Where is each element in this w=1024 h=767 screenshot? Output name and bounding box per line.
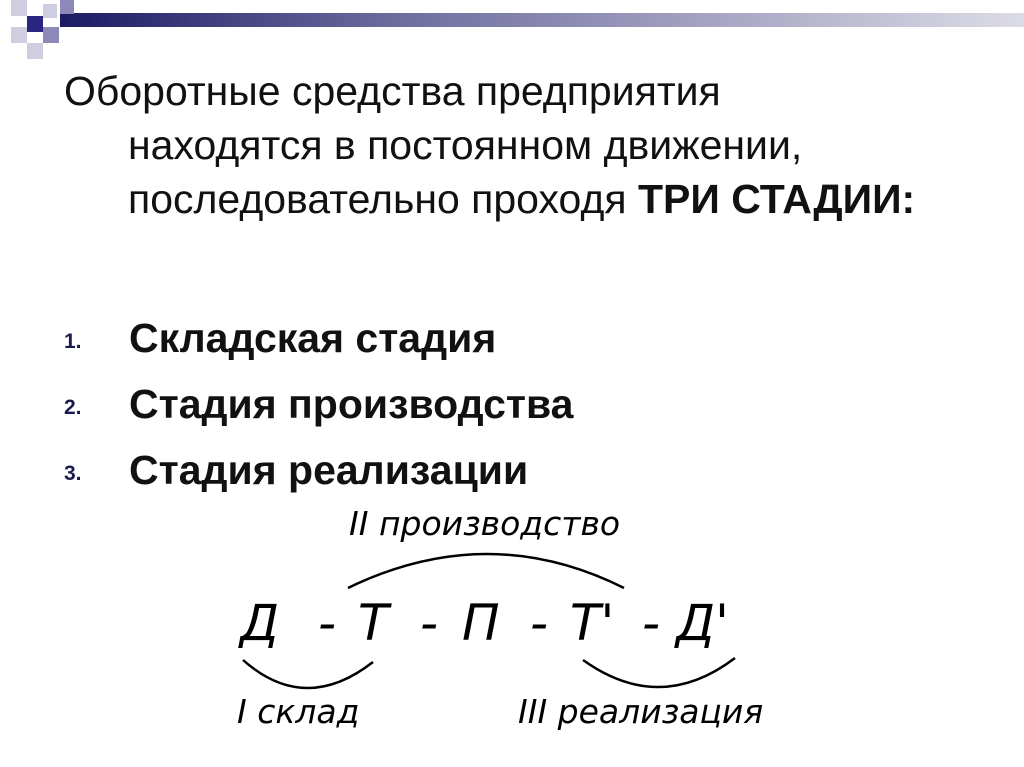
deco-square bbox=[27, 16, 43, 32]
scheme-right-label: III реализация bbox=[518, 692, 764, 731]
production-arc bbox=[348, 554, 624, 588]
list-number: 2. bbox=[64, 396, 82, 419]
header-decoration bbox=[0, 0, 1024, 60]
list-item-label: Складская стадия bbox=[129, 315, 497, 361]
deco-square bbox=[27, 43, 43, 59]
formula-dash: - bbox=[530, 594, 549, 652]
deco-square bbox=[11, 0, 27, 16]
formula-dash: - bbox=[318, 594, 337, 652]
list-number: 3. bbox=[64, 462, 82, 485]
intro-emphasis: ТРИ СТАДИИ: bbox=[637, 176, 916, 222]
list-item-label: Стадия производства bbox=[129, 381, 574, 427]
intro-line-1: Оборотные средства предприятия bbox=[64, 68, 721, 114]
formula-symbol: Д' bbox=[676, 594, 729, 652]
list-number: 1. bbox=[64, 330, 82, 353]
list-item bbox=[0, 374, 1024, 434]
formula-symbol: Т' bbox=[570, 594, 615, 652]
deco-square bbox=[60, 0, 74, 14]
formula-symbol: Т bbox=[358, 594, 389, 652]
circulation-scheme bbox=[0, 490, 1024, 767]
scheme-top-label: II производство bbox=[349, 504, 621, 543]
scheme-formula bbox=[238, 594, 729, 652]
intro-line-2: находятся в постоянном движении, bbox=[128, 122, 803, 168]
intro-line-3: последовательно проходя bbox=[128, 176, 638, 222]
formula-symbol: П bbox=[462, 594, 500, 652]
sales-arc bbox=[583, 658, 735, 687]
deco-square bbox=[11, 27, 27, 43]
warehouse-arc bbox=[243, 660, 373, 688]
scheme-left-label: I склад bbox=[237, 692, 360, 731]
formula-symbol: Д bbox=[240, 594, 280, 652]
deco-square bbox=[43, 4, 57, 18]
deco-square bbox=[43, 27, 59, 43]
intro-paragraph bbox=[64, 64, 1024, 226]
list-item-label: Стадия реализации bbox=[129, 447, 529, 493]
formula-dash: - bbox=[420, 594, 439, 652]
list-item bbox=[0, 308, 1024, 368]
formula-dash: - bbox=[642, 594, 661, 652]
header-gradient-bar bbox=[60, 13, 1024, 27]
